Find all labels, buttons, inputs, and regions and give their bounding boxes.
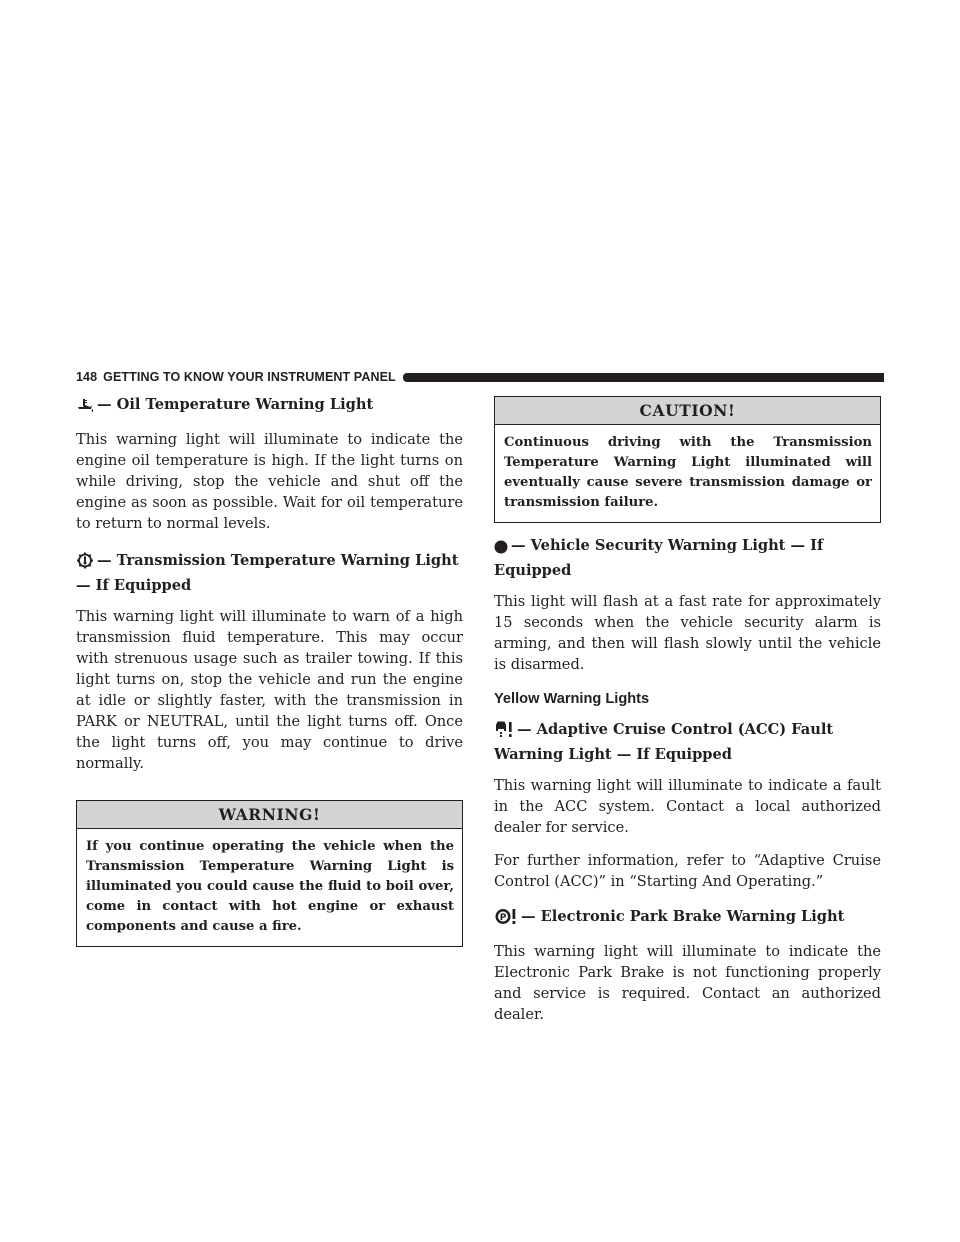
trans-temp-title: — Transmission Temperature Warning Light — If Equipped <box>76 552 459 594</box>
caution-title: CAUTION! <box>495 397 880 425</box>
yellow-lights-heading: Yellow Warning Lights <box>494 691 650 707</box>
section-title: GETTING TO KNOW YOUR INSTRUMENT PANEL <box>103 370 396 384</box>
caution-box <box>494 396 881 523</box>
svg-text:P: P <box>499 913 507 923</box>
page-number: 148 <box>76 370 98 384</box>
oil-temperature-icon <box>76 398 94 419</box>
right-column <box>494 394 881 1037</box>
acc-fault-icon <box>494 721 514 744</box>
left-column <box>76 394 463 959</box>
acc-heading <box>494 719 881 765</box>
epb-heading <box>494 906 881 931</box>
header-bar <box>403 373 884 382</box>
warning-box <box>76 800 463 947</box>
acc-body-2: For further information, refer to “Adaptive Cruise Control (ACC)” in “Starting And Operating.” <box>494 852 881 890</box>
oil-temp-title: — Oil Temperature Warning Light <box>97 396 374 413</box>
acc-title: — Adaptive Cruise Control (ACC) Fault Warning Light — If Equipped <box>494 721 834 763</box>
security-heading <box>494 535 881 581</box>
epb-title: — Electronic Park Brake Warning Light <box>521 908 845 925</box>
oil-temp-heading <box>76 394 463 419</box>
acc-body-1: This warning light will illuminate to indicate a fault in the ACC system. Contact a local authorized dealer for service. <box>494 777 881 836</box>
warning-title: WARNING! <box>77 801 462 829</box>
transmission-temperature-icon <box>76 552 94 575</box>
warning-body: If you continue operating the vehicle when the Transmission Temperature Warning Light is illuminated you could cause the fluid to boil over, come in contact with hot engine or exhaust components and cause a fire. <box>86 839 454 934</box>
caution-body: Continuous driving with the Transmission Temperature Warning Light illuminated will eventually cause severe transmission damage or transmission failure. <box>504 435 872 510</box>
security-body: This light will flash at a fast rate for approximately 15 seconds when the vehicle security alarm is arming, and then will flash slowly until the vehicle is disarmed. <box>494 593 881 673</box>
trans-temp-body: This warning light will illuminate to warn of a high transmission fluid temperature. This may occur with strenuous usage such as trailer towing. If this light turns on, stop the vehicle and run the engine at idle or slightly faster, with the transmission in PARK or NEUTRAL, until the light turns off. Once the light turns off, you may continue to drive normally. <box>76 608 463 772</box>
epb-body: This warning light will illuminate to indicate the Electronic Park Brake is not functioning properly and service is required. Contact an authorized dealer. <box>494 943 881 1023</box>
security-title: — Vehicle Security Warning Light — If Equipped <box>494 537 824 579</box>
oil-temp-body: This warning light will illuminate to indicate the engine oil temperature is high. If the light turns on while driving, stop the vehicle and shut off the engine as soon as possible. Wait for oil temperature to return to normal levels. <box>76 431 463 532</box>
trans-temp-heading <box>76 550 463 596</box>
security-dot-icon <box>494 539 508 560</box>
park-brake-icon <box>494 908 518 931</box>
page-header <box>76 368 884 386</box>
